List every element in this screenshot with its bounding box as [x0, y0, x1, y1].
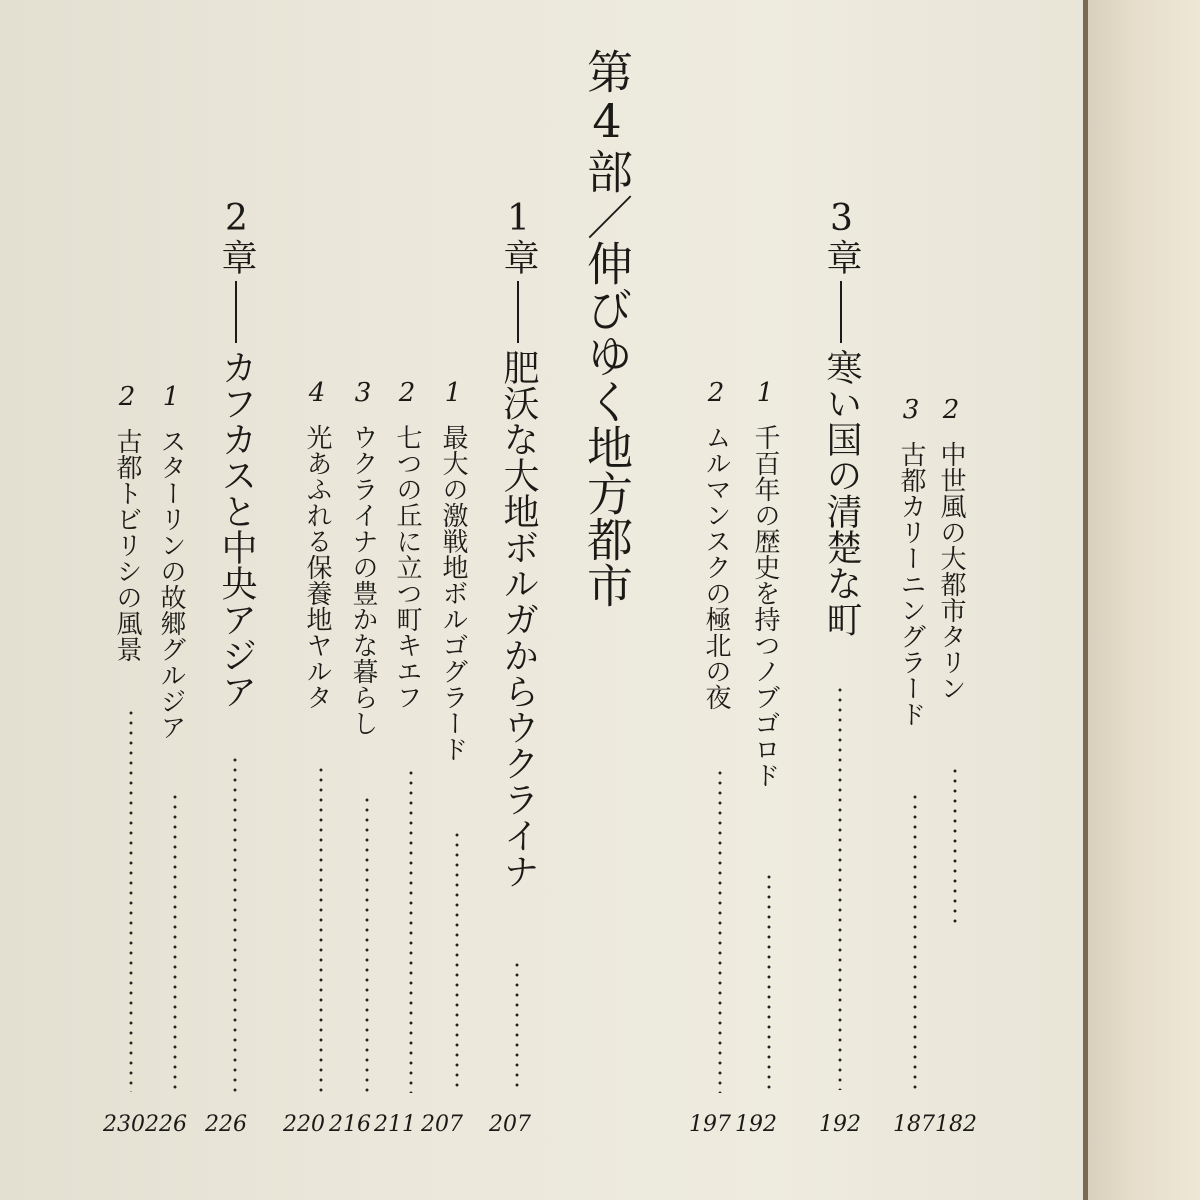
section-number: 3 [896, 395, 926, 425]
toc-section [350, 378, 376, 736]
chapter-title: 肥沃な大地ボルガからウクライナ [498, 349, 539, 889]
section-number: 3 [348, 378, 378, 408]
toc-chapter [821, 198, 862, 637]
section-title: 七つの丘に立つ町キエフ [392, 424, 422, 710]
part-title: 伸びゆく地方都市 [580, 240, 634, 608]
chapter-label: 3章 [821, 198, 862, 275]
chapter-title: カフカスと中央アジア [216, 349, 257, 709]
leader-dots [767, 872, 771, 1092]
toc-section [394, 378, 420, 710]
chapter-label: 2章 [216, 198, 257, 275]
section-number: 2 [701, 378, 731, 408]
chapter-dash [235, 281, 237, 343]
toc-section [752, 378, 778, 788]
section-number: 2 [112, 382, 142, 412]
section-page: 220 [283, 1112, 325, 1137]
section-title: 最大の激戦地ボルゴグラード [438, 424, 468, 762]
leader-dots [173, 792, 177, 1092]
leader-dots [129, 708, 133, 1092]
section-number: 1 [438, 378, 468, 408]
section-number: 1 [750, 378, 780, 408]
leader-dots [913, 792, 917, 1092]
chapter-label: 1章 [498, 198, 539, 275]
toc-section [440, 378, 466, 762]
toc-section [938, 395, 964, 701]
leader-dots [319, 765, 323, 1092]
section-title: 中世風の大都市タリン [936, 441, 966, 701]
toc-section [158, 382, 184, 740]
section-title: 千百年の歴史を持つノブゴロド [750, 424, 780, 788]
leader-dots [953, 766, 957, 926]
section-number: 4 [302, 378, 332, 408]
section-page: 211 [374, 1112, 416, 1137]
leader-dots [455, 830, 459, 1092]
part-heading [580, 48, 634, 608]
section-number: 2 [936, 395, 966, 425]
part-separator: ／ [580, 194, 634, 240]
section-page: 187 [893, 1112, 935, 1137]
chapter-page: 207 [489, 1112, 531, 1137]
toc-section [703, 378, 729, 710]
section-title: 古都カリーニングラード [896, 441, 926, 727]
section-title: 光あふれる保養地ヤルタ [302, 424, 332, 710]
facing-page-edge [1088, 0, 1200, 1200]
section-number: 1 [156, 382, 186, 412]
leader-dots [515, 960, 519, 1092]
section-title: 古都トビリシの風景 [112, 428, 142, 662]
section-page: 182 [935, 1112, 977, 1137]
chapter-page: 226 [205, 1112, 247, 1137]
section-page: 192 [735, 1112, 777, 1137]
chapter-page: 192 [819, 1112, 861, 1137]
section-number: 2 [392, 378, 422, 408]
part-number: 第4部 [580, 48, 634, 194]
toc-section [304, 378, 330, 710]
toc-section [114, 382, 140, 662]
leader-dots [365, 795, 369, 1092]
section-page: 197 [689, 1112, 731, 1137]
leader-dots [409, 768, 413, 1093]
section-page: 207 [421, 1112, 463, 1137]
section-title: ウクライナの豊かな暮らし [348, 424, 378, 736]
chapter-dash [840, 281, 842, 343]
toc-section [898, 395, 924, 727]
section-title: スターリンの故郷グルジア [156, 428, 186, 740]
section-page: 226 [145, 1112, 187, 1137]
section-page: 230 [103, 1112, 145, 1137]
section-title: ムルマンスクの極北の夜 [701, 424, 731, 710]
toc-chapter [216, 198, 257, 709]
chapter-dash [517, 281, 519, 343]
toc-chapter [498, 198, 539, 889]
section-page: 216 [329, 1112, 371, 1137]
chapter-title: 寒い国の清楚な町 [821, 349, 862, 637]
leader-dots [718, 768, 722, 1093]
leader-dots [233, 755, 237, 1092]
leader-dots [838, 685, 842, 1090]
